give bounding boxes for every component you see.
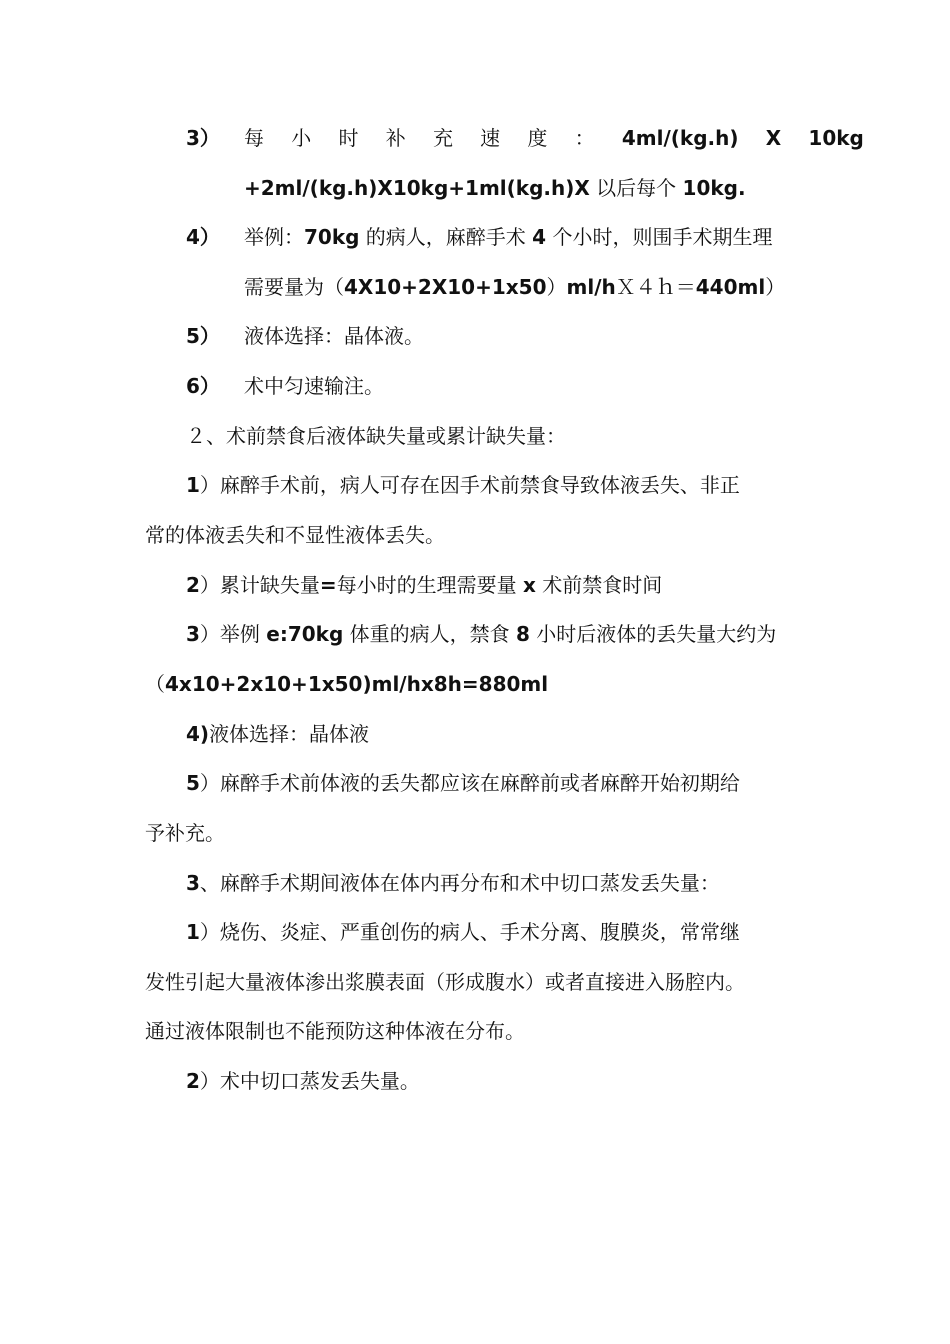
item-4-line-1: [186, 224, 772, 250]
section-2-para-3-text: （: [145, 672, 165, 696]
section-2-para-2-eq: =: [319, 573, 337, 597]
item-4-text: ）: [765, 275, 786, 299]
section-2-para-5-line-1: [186, 770, 740, 796]
item-3-char: 时: [338, 126, 359, 150]
section-2-para-2-text: 术前禁食时间: [535, 573, 663, 597]
item-4-text: ）: [546, 275, 567, 299]
item-6-text: 术中匀速输注。: [244, 374, 384, 398]
section-2-para-1-line-2: 常的体液丢失和不显性液体丢失。: [145, 523, 445, 547]
section-2-para-3-bold: 8: [516, 622, 530, 646]
section-3-para-2: [186, 1068, 420, 1094]
section-3-heading-text: 、麻醉手术期间液体在体内再分布和术中切口蒸发丢失量：: [199, 871, 720, 895]
section-2-para-3-text: 体重的病人，禁食: [343, 622, 517, 646]
section-2-para-5-line-2: 予补充。: [145, 821, 225, 845]
item-5-number: 5）: [186, 324, 220, 348]
item-3-line-1: [186, 125, 864, 151]
section-3-para-1-line-1: [186, 919, 740, 945]
item-4-unit: ml/h: [566, 275, 616, 299]
item-4-formula: 4X10+2X10+1x50: [344, 275, 547, 299]
section-2-para-2: [186, 572, 662, 598]
item-3-formula-b: 10kg: [808, 126, 864, 150]
section-2-para-2-x: x: [523, 573, 536, 597]
item-3-char: ：: [574, 126, 595, 150]
item-3-x: X: [765, 126, 782, 150]
section-2-para-2-text: 每小时的生理需要量: [336, 573, 524, 597]
section-2-para-3-number: 3: [186, 622, 200, 646]
item-4-text: 的病人，麻醉手术: [359, 225, 533, 249]
section-2-para-3-formula: 4x10+2x10+1x50)ml/hx8h=880ml: [165, 672, 549, 696]
section-2-para-5-number: 5: [186, 771, 200, 795]
item-5-text: 液体选择：晶体液。: [244, 324, 424, 348]
item-5-line: [186, 323, 424, 349]
section-2-para-3-text: 小时后液体的丢失量大约为: [529, 622, 777, 646]
item-4-bold: 4: [532, 225, 547, 249]
section-3-para-1-line-2: 发性引起大量液体渗出浆膜表面（形成腹水）或者直接进入肠腔内。: [145, 970, 745, 994]
item-4-text: 个小时，则围手术期生理: [546, 225, 773, 249]
item-4-text: Ｘ４ｈ＝: [615, 275, 696, 299]
item-3-cont-formula: +2ml/(kg.h)X10kg+1ml(kg.h)X: [244, 176, 590, 200]
section-2-para-1-number: 1: [186, 473, 200, 497]
item-3-char: 补: [385, 126, 406, 150]
item-3-cont-text: 以后每个: [589, 176, 683, 200]
section-3-para-1-line-3: 通过液体限制也不能预防这种体液在分布。: [145, 1019, 525, 1043]
section-2-para-2-number: 2: [186, 573, 200, 597]
section-3-para-2-number: 2: [186, 1069, 200, 1093]
section-2-para-4-number: 4): [186, 722, 210, 746]
item-4-line-2: [244, 274, 785, 300]
item-3-formula-a: 4ml/(kg.h): [621, 126, 739, 150]
section-2-para-3-line-1: [186, 621, 776, 647]
section-2-para-3-line-2: [145, 671, 548, 697]
item-4-text: 举例：: [244, 225, 304, 249]
section-2-para-1-line-1: [186, 472, 740, 498]
item-6-number: 6）: [186, 374, 220, 398]
section-2-para-4-text: 液体选择：晶体液: [209, 722, 370, 746]
item-3-char: 度: [527, 126, 548, 150]
item-4-text: 需要量为（: [244, 275, 344, 299]
section-3-number: 3: [186, 871, 200, 895]
item-3-char: 小: [291, 126, 312, 150]
item-3-cont-formula-2: 10kg.: [682, 176, 746, 200]
item-4-result: 440ml: [695, 275, 766, 299]
item-3-char: 速: [480, 126, 501, 150]
item-4-bold: 70kg: [304, 225, 360, 249]
section-2-para-4: [186, 721, 369, 747]
item-6-line: [186, 373, 384, 399]
item-3-char: 每: [244, 126, 264, 150]
section-2-para-3-text: ）举例: [199, 622, 267, 646]
section-3-heading: [186, 870, 720, 896]
section-2-para-2-text: ）累计缺失量: [199, 573, 320, 597]
section-2-para-1-text: ）麻醉手术前，病人可存在因手术前禁食导致体液丢失、非正: [199, 473, 740, 497]
section-3-para-1-number: 1: [186, 920, 200, 944]
section-2-heading: ２、术前禁食后液体缺失量或累计缺失量：: [186, 424, 566, 448]
item-3-char: 充: [432, 126, 453, 150]
item-3-number: 3）: [186, 126, 220, 150]
item-4-number: 4）: [186, 225, 220, 249]
section-2-para-3-bold: e:70kg: [266, 622, 344, 646]
section-2-para-5-text: ）麻醉手术前体液的丢失都应该在麻醉前或者麻醉开始初期给: [199, 771, 740, 795]
item-3-line-2: [244, 175, 746, 201]
section-3-para-1-text: ）烧伤、炎症、严重创伤的病人、手术分离、腹膜炎，常常继: [199, 920, 740, 944]
section-3-para-2-text: ）术中切口蒸发丢失量。: [199, 1069, 420, 1093]
